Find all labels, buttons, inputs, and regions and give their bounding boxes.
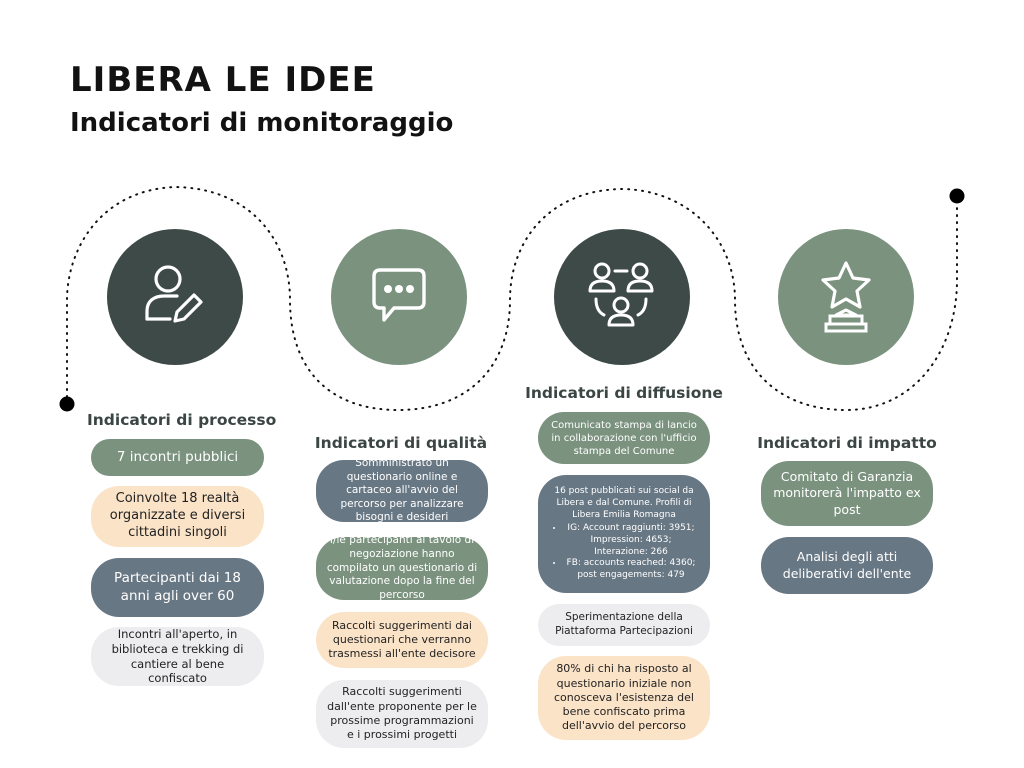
diffusione-fb-bullet: • FB: accounts reached: 4360; post engagements: 479 [564, 558, 698, 581]
processo-item-4-text: Incontri all'aperto, in biblioteca e trekking di cantiere al bene confiscato [111, 626, 244, 686]
impatto-title: Indicatori di impatto [757, 434, 937, 452]
processo-item-2 [91, 486, 264, 547]
timeline-end-dot [950, 189, 965, 204]
qualita-item-3-text: Raccolti suggerimenti dai questionari che verranno trasmessi all'ente decisore [328, 618, 476, 661]
diffusione-item-1 [538, 412, 710, 464]
impatto-circle [778, 229, 914, 365]
page-subtitle: Indicatori di monitoraggio [70, 108, 454, 138]
processo-item-4 [91, 627, 264, 686]
processo-title: Indicatori di processo [87, 411, 277, 429]
group-people-icon [582, 257, 662, 337]
diffusione-item-3-text: Sperimentazione della Piattaforma Partecipazioni [555, 611, 693, 637]
qualita-title: Indicatori di qualità [314, 434, 488, 452]
processo-item-1-text: 7 incontri pubblici [116, 448, 239, 465]
star-trophy-icon [808, 257, 884, 337]
diffusione-item-2 [538, 475, 710, 593]
qualita-item-2-text: I/le partecipanti al tavolo di negoziazione hanno compilato un questionario di valutazione dopo la fine del percorso [326, 534, 478, 601]
processo-circle [107, 229, 243, 365]
diffusione-item-3 [538, 604, 710, 646]
qualita-item-2 [316, 534, 488, 601]
timeline-start-dot [60, 397, 75, 412]
user-edit-icon [137, 259, 213, 335]
qualita-item-3 [316, 612, 488, 668]
impatto-item-1 [761, 461, 933, 526]
qualita-item-1 [316, 456, 488, 524]
diffusione-item-4-text: 80% di chi ha risposto al questionario iniziale non conosceva l'esistenza del bene confiscato prima dell'avvio del percorso [553, 662, 694, 733]
diffusione-item-1-text: Comunicato stampa di lancio in collaborazione con l'ufficio stampa del Comune [551, 419, 697, 457]
impatto-item-2-text: Analisi degli atti deliberativi dell'ente [782, 549, 912, 581]
processo-item-2-text: Coinvolte 18 realtà organizzate e diversi cittadini singoli [109, 491, 246, 540]
impatto-item-2 [761, 537, 933, 594]
diffusione-title: Indicatori di diffusione [525, 384, 723, 402]
processo-item-3 [91, 558, 264, 617]
diffusione-item-2-intro: 16 post pubblicati sui social da Libera e dal Comune. Profili di Libera Emilia Romagna [554, 486, 694, 520]
qualita-item-1-text: Somministrato un questionario online e cartaceo all'avvio del percorso per analizzare bisogni e desideri [340, 456, 464, 524]
qualita-circle [331, 229, 467, 365]
processo-item-3-text: Partecipanti dai 18 anni agli over 60 [114, 569, 241, 604]
qualita-item-4 [316, 680, 488, 748]
page-title: LIBERA LE IDEE [70, 60, 376, 100]
diffusione-circle [554, 229, 690, 365]
chat-bubble-icon [364, 262, 434, 332]
impatto-item-1-text: Comitato di Garanzia monitorerà l'impatto ex post [773, 469, 921, 517]
processo-item-1 [91, 439, 264, 476]
qualita-item-4-text: Raccolti suggerimenti dall'ente proponente per le prossime programmazioni e i prossimi progetti [327, 685, 477, 742]
diffusione-item-4 [538, 656, 710, 740]
diffusione-ig-bullet: • IG: Account raggiunti: 3951; Impression: 4653; Interazione: 266 [564, 523, 698, 558]
